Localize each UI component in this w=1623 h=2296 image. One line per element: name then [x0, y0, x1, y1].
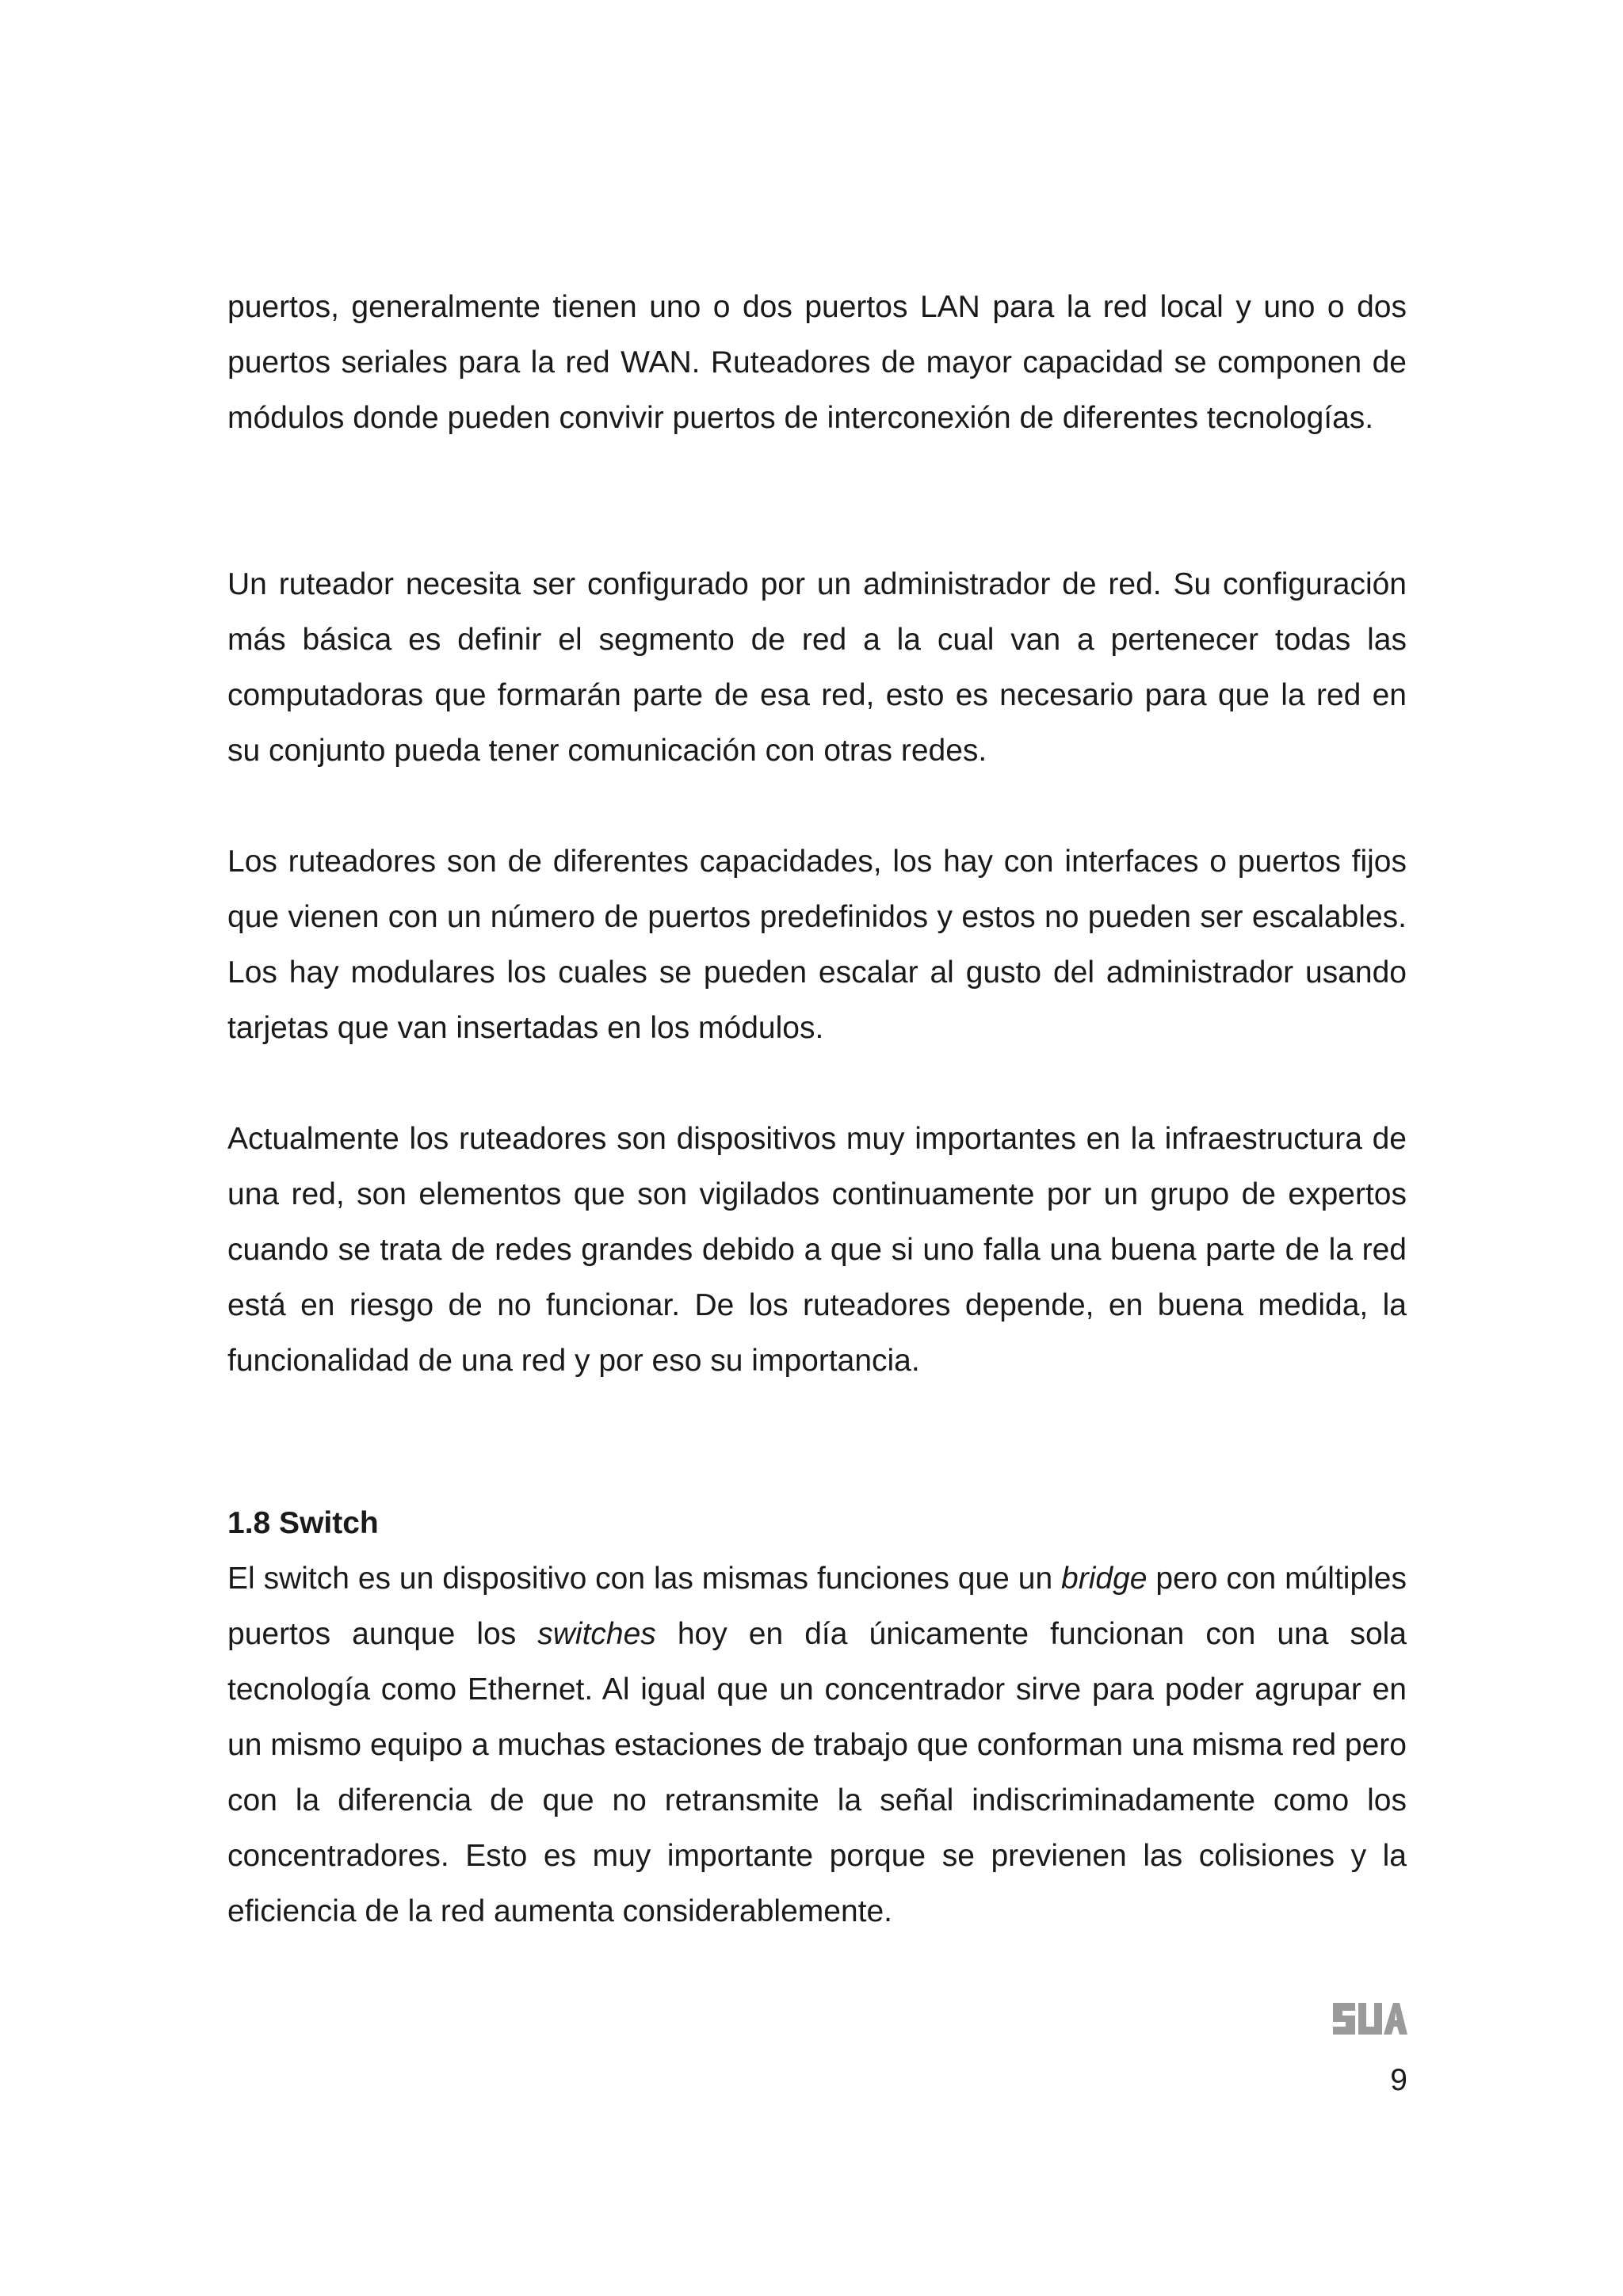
paragraph-ruteadores-puertos: puertos, generalmente tienen uno o dos puertos LAN para la red local y uno o dos puertos seriales para la red WAN. Ruteadores de mayor capacidad se componen de módulos donde pueden convivir puertos de interconexión de diferentes tecnologías. — [227, 290, 1407, 435]
switch-text-switches: switches — [537, 1617, 656, 1651]
page-number: 9 — [1390, 2063, 1407, 2097]
paragraph-ruteadores-capacidades: Los ruteadores son de diferentes capacidades, los hay con interfaces o puertos fijos que vienen con un número de puertos predefinidos y estos no pueden ser escalables. Los hay modulares los cuales se pueden escalar al gusto del administrador usando tarjetas que van insertadas en los módulos. — [227, 845, 1407, 1045]
switch-text-part-3: hoy en día únicamente funcionan con una sola tecnología como Ethernet. Al igual que un concentrador sirve para poder agrupar en un mismo equipo a muchas estaciones de trabajo que conforman una misma red pero con la diferencia de que no retransmite la señal indiscriminadamente como los concentradores. Esto es muy importante porque se previenen las colisiones y la eficiencia de la red aumenta considerablemente. — [227, 1617, 1407, 1928]
section-heading-switch: 1.8 Switch — [227, 1506, 379, 1540]
switch-text-part-2: pero con múltiples puertos aunque los — [227, 1562, 1407, 1651]
switch-text-part-1: El switch es un dispositivo con las mismas funciones que un — [227, 1562, 1062, 1596]
paragraph-ruteador-configuracion: Un ruteador necesita ser configurado por un administrador de red. Su configuración más básica es definir el segmento de red a la cual van a pertenecer todas las computadoras que formarán parte de esa red, esto es necesario para que la red en su conjunto pueda tener comunicación con otras redes. — [227, 567, 1407, 768]
sua-logo — [1331, 2000, 1407, 2038]
paragraph-ruteadores-importancia: Actualmente los ruteadores son dispositivos muy importantes en la infraestructura de una red, son elementos que son vigilados continuamente por un grupo de expertos cuando se trata de redes grandes debido a que si uno falla una buena parte de la red está en riesgo de no funcionar. De los ruteadores depende, en buena medida, la funcionalidad de una red y por eso su importancia. — [227, 1122, 1407, 1378]
paragraph-switch-descripcion — [227, 1551, 1407, 1939]
switch-text-bridge: bridge — [1061, 1562, 1148, 1596]
